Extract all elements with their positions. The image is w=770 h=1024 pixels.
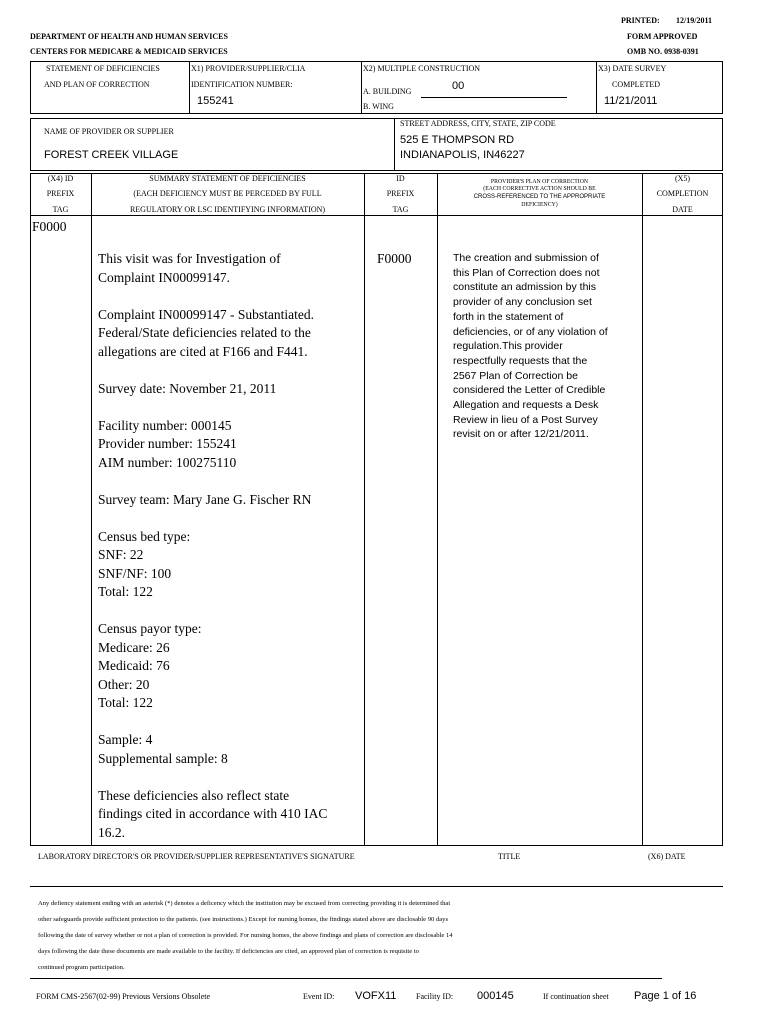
- poc-line: The creation and submission of: [453, 252, 599, 264]
- printed-date: 12/19/2011: [676, 16, 713, 25]
- summary-line: Supplemental sample: 8: [98, 750, 228, 766]
- summary-paragraph: [98, 528, 360, 602]
- poc-line: considered the Letter of Credible: [453, 384, 606, 397]
- summary-line: SNF: 22: [98, 547, 144, 562]
- summary-line: Sample: 4: [98, 732, 153, 747]
- poc-line: provider of any conclusion set: [453, 296, 592, 309]
- summary-line: Survey team: Mary Jane G. Fischer RN: [98, 491, 312, 507]
- summary-paragraph: [98, 787, 360, 843]
- summary-line: Complaint IN00099147 - Substantiated.: [98, 306, 314, 322]
- centers-name: CENTERS FOR MEDICARE & MEDICAID SERVICES: [30, 47, 228, 56]
- disclaimer-line: days following the date these documents are made available to the facility. If deficiencies are cited, an approved plan of correction is requisite to: [38, 948, 419, 955]
- poc-line: constitute an admission by this: [453, 281, 596, 294]
- statement-label-1: STATEMENT OF DEFICIENCIES: [46, 64, 160, 73]
- summary-paragraph: [98, 380, 360, 399]
- date-survey-label: X3) DATE SURVEY: [598, 64, 667, 73]
- id-header-3: TAG: [392, 205, 409, 214]
- summary-line: Other: 20: [98, 676, 150, 692]
- x4-header-3: TAG: [52, 205, 69, 214]
- disclaimer-line: Any defiency statement ending with an asterisk (*) denotes a deficency which the institution may be excused from correcting providing it is determined that: [38, 900, 451, 907]
- statement-label-2: AND PLAN OF CORRECTION: [44, 80, 150, 89]
- summary-line: 16.2.: [98, 824, 125, 840]
- summary-line: Census payor type:: [98, 621, 202, 636]
- summary-line: Total: 122: [98, 584, 153, 599]
- form-id: FORM CMS-2567(02-99) Previous Versions Obsolete: [36, 992, 211, 1001]
- summary-line: allegations are cited at F166 and F441.: [98, 343, 308, 359]
- tag-right: F0000: [377, 251, 412, 266]
- summary-paragraph: [98, 250, 360, 287]
- facility-id-label: Facility ID:: [416, 992, 454, 1001]
- summary-line: Medicaid: 76: [98, 658, 170, 673]
- poc-line: this Plan of Correction does not: [453, 266, 600, 279]
- clia-label-2: IDENTIFICATION NUMBER:: [191, 80, 293, 89]
- poc-line: Allegation and requests a Desk: [453, 399, 599, 412]
- poc-line: regulation.This provider: [453, 340, 563, 353]
- x4-header-1: (X4) ID: [47, 174, 74, 183]
- continuation-label: If continuation sheet: [543, 992, 609, 1001]
- provider-name: FOREST CREEK VILLAGE: [44, 149, 179, 161]
- poc-line: 2567 Plan of Correction be: [453, 369, 578, 382]
- wing-label: B. WING: [363, 102, 394, 111]
- summary-paragraph: [98, 620, 360, 713]
- poc-line: forth in the statement of: [453, 310, 564, 323]
- id-header-1: ID: [396, 174, 405, 183]
- completed-label: COMPLETED: [612, 80, 660, 89]
- disclaimer-line: following the date of survey whether or not a plan of correction is provided. For nursing homes, the above findings and plans of correction are disclosable 14: [38, 932, 453, 939]
- poc-header-3: CROSS-REFERENCED TO THE APPROPRIATE: [473, 194, 606, 200]
- signature-label: LABORATORY DIRECTOR'S OR PROVIDER/SUPPLIER REPRESENTATIVE'S SIGNATURE: [38, 852, 355, 861]
- building-label: A. BUILDING: [363, 87, 412, 96]
- summary-header-1: SUMMARY STATEMENT OF DEFICIENCIES: [149, 174, 306, 183]
- summary-line: Survey date: November 21, 2011: [98, 380, 277, 396]
- provider-name-label: NAME OF PROVIDER OR SUPPLIER: [44, 127, 174, 136]
- x5-header-2: COMPLETION: [656, 189, 709, 198]
- summary-line: Facility number: 000145: [98, 417, 232, 433]
- summary-header-3: REGULATORY OR LSC IDENTIFYING INFORMATION): [129, 205, 326, 214]
- multiple-construction-label: X2) MULTIPLE CONSTRUCTION: [363, 64, 481, 73]
- title-label: TITLE: [498, 852, 521, 861]
- summary-line: SNF/NF: 100: [98, 565, 172, 581]
- event-id: VOFX11: [355, 990, 397, 1002]
- poc-line: Review in lieu of a Post Survey: [453, 413, 598, 426]
- summary-line: This visit was for Investigation of: [98, 251, 281, 266]
- clia-label-1: X1) PROVIDER/SUPPLIER/CLIA: [191, 64, 306, 73]
- disclaimer-line: continued program participation.: [38, 964, 125, 971]
- x4-header-2: PREFIX: [46, 189, 75, 198]
- poc-line: revisit on or after 12/21/2011.: [453, 428, 589, 441]
- disclaimer: [38, 896, 728, 976]
- summary-line: Complaint IN00099147.: [98, 269, 230, 285]
- summary-line: Census bed type:: [98, 528, 191, 544]
- summary-line: findings cited in accordance with 410 IAC: [98, 806, 328, 821]
- address-street: 525 E THOMPSON RD: [400, 134, 515, 146]
- department-name: DEPARTMENT OF HEALTH AND HUMAN SERVICES: [30, 32, 228, 41]
- summary-line: AIM number: 100275110: [98, 454, 237, 470]
- summary-line: Provider number: 155241: [98, 436, 237, 451]
- id-header-2: PREFIX: [386, 189, 415, 198]
- summary-line: Total: 122: [98, 695, 153, 710]
- summary-line: These deficiencies also reflect state: [98, 787, 290, 803]
- summary-paragraph: [98, 491, 360, 510]
- address-city: INDIANAPOLIS, IN46227: [400, 149, 525, 161]
- poc-header-4: DEFICIENCY): [521, 202, 558, 208]
- tag-left: F0000: [32, 219, 67, 234]
- plan-of-correction: [453, 251, 638, 442]
- address-label: STREET ADDRESS, CITY, STATE, ZIP CODE: [400, 119, 556, 128]
- poc-header-1: PROVIDER'S PLAN OF CORRECTION: [490, 179, 589, 185]
- summary-paragraph: [98, 306, 360, 362]
- summary-line: Federal/State deficiencies related to the: [98, 325, 311, 340]
- summary-statement: [98, 250, 360, 861]
- facility-id: 000145: [477, 990, 514, 1002]
- summary-paragraph: [98, 731, 360, 768]
- x5-header-1: (X5): [674, 174, 691, 183]
- clia-number: 155241: [197, 95, 234, 107]
- omb-number: OMB NO. 0938-0391: [627, 47, 699, 56]
- poc-header-2: (EACH CORRECTIVE ACTION SHOULD BE: [483, 186, 596, 192]
- poc-line: respectfully requests that the: [453, 354, 588, 367]
- building-value: 00: [452, 80, 465, 92]
- x5-header-3: DATE: [672, 205, 693, 214]
- survey-completed-date: 11/21/2011: [604, 95, 658, 107]
- page-number: Page 1 of 16: [634, 990, 697, 1002]
- event-id-label: Event ID:: [303, 992, 335, 1001]
- form-approved: FORM APPROVED: [627, 32, 698, 41]
- date-label: (X6) DATE: [648, 852, 686, 861]
- summary-line: Medicare: 26: [98, 639, 170, 655]
- printed-label: PRINTED:: [621, 16, 660, 25]
- summary-header-2: (EACH DEFICIENCY MUST BE PERCEDED BY FULL: [133, 189, 322, 198]
- summary-paragraph: [98, 417, 360, 473]
- poc-line: deficiencies, or of any violation of: [453, 325, 608, 338]
- disclaimer-line: other safeguards provide sufficient protection to the patients. (see instructions.) Except for nursing homes, the findings stated above are disclosable 90 days: [38, 916, 449, 923]
